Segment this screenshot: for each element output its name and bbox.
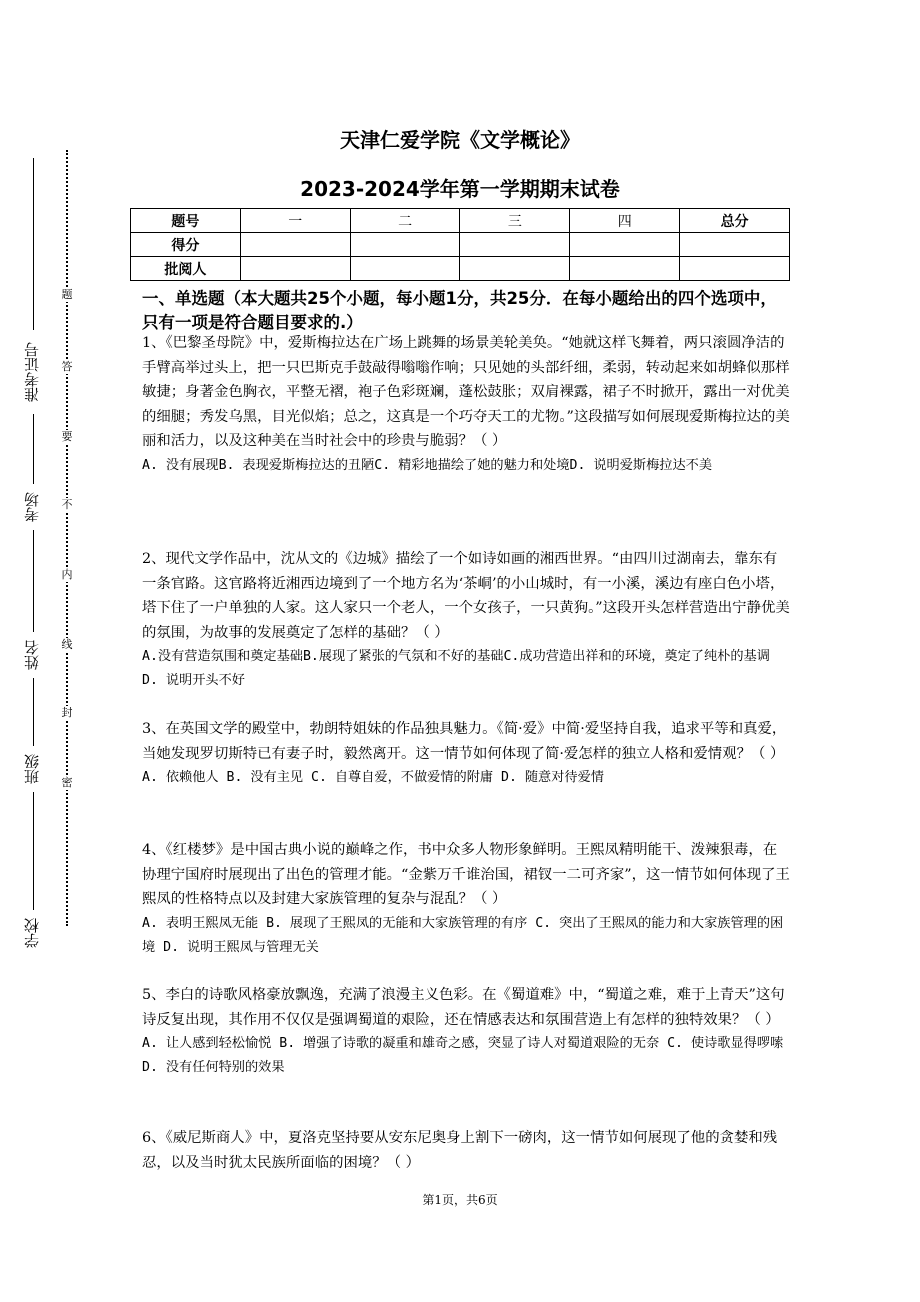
score-row-label: 得分 <box>131 233 241 257</box>
grader-cell[interactable] <box>240 257 350 281</box>
section-heading: 一、单选题（本大题共25个小题，每小题1分，共25分．在每小题给出的四个选项中，只有一项是符合题目要求的.） <box>142 289 777 332</box>
score-cell[interactable] <box>680 233 790 257</box>
admission-number-label: 准考证号 <box>23 342 41 402</box>
seal-line <box>66 150 68 926</box>
school-line <box>33 792 34 910</box>
score-cell[interactable] <box>240 233 350 257</box>
grader-cell[interactable] <box>460 257 570 281</box>
header-cell: 二 <box>350 209 460 233</box>
question-6 <box>142 1126 790 1175</box>
class-label: 班级 <box>23 754 41 784</box>
question-1 <box>142 331 790 478</box>
page-number: 第1页，共6页 <box>422 1193 498 1207</box>
seal-char-1: 题 <box>58 288 76 302</box>
header-cell: 三 <box>460 209 570 233</box>
score-cell[interactable] <box>570 233 680 257</box>
question-3 <box>142 717 790 790</box>
seal-char-7: 封 <box>58 706 76 720</box>
grader-row-label: 批阅人 <box>131 257 241 281</box>
question-options: A. 依赖他人 B. 没有主见 C. 自尊自爱，不做爱情的附庸 D. 随意对待爱情 <box>142 770 604 785</box>
grader-cell[interactable] <box>680 257 790 281</box>
score-row <box>131 233 790 257</box>
question-5 <box>142 983 790 1080</box>
grader-row <box>131 257 790 281</box>
question-text: 2、现代文学作品中，沈从文的《边城》描绘了一个如诗如画的湘西世界。“由四川过湖南去，靠东有一条官路。这官路将近湘西边境到了一个地方名为‘茶峒’的小山城时，有一小溪，溪边有座白色小塔，塔下住了一户单独的人家。这人家只一个老人，一个女孩子，一只黄狗。”这段开头怎样营造出宁静优美的氛围，为故事的发展奠定了怎样的基础？（ ） <box>142 551 790 641</box>
question-2 <box>142 547 790 693</box>
class-line <box>33 678 34 746</box>
question-text: 4、《红楼梦》是中国古典小说的巅峰之作，书中众多人物形象鲜明。王熙凤精明能干、泼辣狠毒，在协理宁国府时展现出了出色的管理才能。“金紫万千谁治国，裙钗一二可齐家”，这一情节如何体现了王熙凤的性格特点以及封建大家族管理的复杂与混乱？（ ） <box>142 842 790 907</box>
question-options: A. 让人感到轻松愉悦 B. 增强了诗歌的凝重和雄奇之感，突显了诗人对蜀道艰险的无奈 C. 使诗歌显得啰嗦 D. 没有任何特别的效果 <box>142 1036 784 1075</box>
school-label: 学校 <box>23 918 41 948</box>
exam-title-line2: 2023-2024学年第一学期期末试卷 <box>300 177 620 201</box>
exam-title-line1: 天津仁爱学院《文学概论》 <box>340 128 580 152</box>
header-cell: 一 <box>240 209 350 233</box>
grader-cell[interactable] <box>570 257 680 281</box>
header-cell: 题号 <box>131 209 241 233</box>
score-cell[interactable] <box>350 233 460 257</box>
header-cell: 总分 <box>680 209 790 233</box>
seal-char-2: 答 <box>58 360 76 374</box>
seal-char-3: 要 <box>58 430 76 444</box>
question-text: 5、李白的诗歌风格豪放飘逸，充满了浪漫主义色彩。在《蜀道难》中，“蜀道之难，难于上青天”这句诗反复出现，其作用不仅仅是强调蜀道的艰险，还在情感表达和氛围营造上有怎样的独特效果？（ ） <box>142 987 785 1028</box>
name-line <box>33 530 34 632</box>
name-label: 姓名 <box>23 640 41 670</box>
seal-char-8: 密 <box>58 776 76 790</box>
question-options: A. 没有展现B. 表现爱斯梅拉达的丑陋C. 精彩地描绘了她的魅力和处境D. 说明爱斯梅拉达不美 <box>142 457 713 473</box>
grader-cell[interactable] <box>350 257 460 281</box>
header-cell: 四 <box>570 209 680 233</box>
question-text: 6、《威尼斯商人》中，夏洛克坚持要从安东尼奥身上割下一磅肉，这一情节如何展现了他的贪婪和残忍，以及当时犹太民族所面临的困境？（ ） <box>142 1130 778 1171</box>
room-line <box>33 414 34 484</box>
question-text: 1、《巴黎圣母院》中，爱斯梅拉达在广场上跳舞的场景美轮美奂。“她就这样飞舞着，两只滚圆净洁的手臂高举过头上，把一只巴斯克手鼓敲得嗡嗡作响；只见她的头部纤细，柔弱，转动起来如胡蜂似那样敏捷；身著金色胸衣，平整无褶，袍子色彩斑斓，蓬松鼓胀；双肩裸露，裙子不时掀开，露出一对优美的细腿；秀发乌黑，目光似焰；总之，这真是一个巧夺天工的尤物。”这段描写如何展现爱斯梅拉达的美丽和活力，以及这种美在当时社会中的珍贵与脆弱？（ ） <box>142 335 790 449</box>
question-text: 3、在英国文学的殿堂中，勃朗特姐妹的作品独具魅力。《简·爱》中简·爱坚持自我，追求平等和真爱，当她发现罗切斯特已有妻子时，毅然离开。这一情节如何体现了简·爱怎样的独立人格和爱情观？（ ） <box>142 721 787 762</box>
score-table <box>130 208 790 281</box>
exam-room-label: 考场 <box>23 492 41 522</box>
question-4 <box>142 838 790 960</box>
score-cell[interactable] <box>460 233 570 257</box>
seal-char-5: 内 <box>58 568 76 582</box>
seal-char-6: 线 <box>58 638 76 652</box>
question-options: A. 表明王熙凤无能 B. 展现了王熙凤的无能和大家族管理的有序 C. 突出了王熙凤的能力和大家族管理的困境 D. 说明王熙凤与管理无关 <box>142 915 784 955</box>
score-table-header-row <box>131 209 790 233</box>
question-options: A.没有营造氛围和奠定基础B.展现了紧张的气氛和不好的基础C.成功营造出祥和的环境，奠定了纯朴的基调 D. 说明开头不好 <box>142 649 770 688</box>
seal-char-4: 不 <box>58 498 76 512</box>
